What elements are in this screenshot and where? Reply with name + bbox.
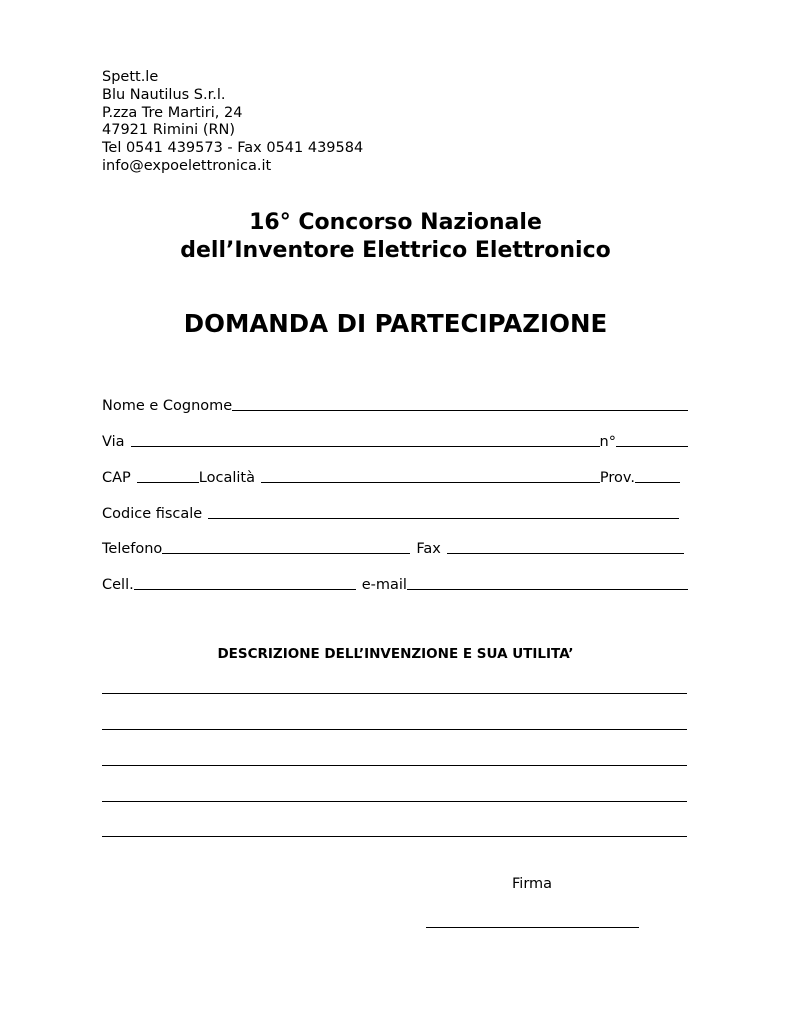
via-field[interactable] [131, 446, 600, 447]
fax-field[interactable] [447, 553, 684, 554]
description-line-2[interactable] [102, 729, 687, 730]
cap-field[interactable] [137, 482, 199, 483]
locality-row [102, 466, 680, 486]
tax-code-row [102, 502, 679, 522]
locality-field[interactable] [261, 482, 600, 483]
phone-row [102, 537, 684, 557]
number-label: n° [599, 434, 616, 450]
description-line-5[interactable] [102, 836, 687, 837]
name-row [102, 394, 688, 414]
mobile-field[interactable] [134, 589, 356, 590]
email-label: e-mail [361, 577, 407, 593]
description-line-4[interactable] [102, 801, 687, 802]
phone-field[interactable] [162, 553, 410, 554]
contact-row [102, 573, 688, 593]
recipient-address [102, 69, 363, 176]
recipient-city: 47921 Rimini (RN) [102, 122, 236, 139]
signature-line[interactable] [426, 927, 639, 928]
recipient-line: Spett.le [102, 69, 159, 85]
cap-label: CAP [102, 470, 131, 486]
contest-title-line-2: dell’Inventore Elettrico Elettronico [180, 238, 611, 263]
province-field[interactable] [635, 482, 680, 483]
signature-label: Firma [512, 876, 553, 892]
description-heading: DESCRIZIONE DELL’INVENZIONE E SUA UTILITA’ [217, 646, 574, 662]
recipient-street: P.zza Tre Martiri, 24 [102, 104, 243, 121]
province-label: Prov. [599, 470, 635, 486]
locality-label: Località [198, 470, 255, 486]
name-field[interactable] [232, 410, 688, 411]
recipient-phone-fax: Tel 0541 439573 - Fax 0541 439584 [102, 140, 364, 157]
mobile-label: Cell. [102, 577, 134, 593]
tax-code-label: Codice fiscale [102, 506, 203, 522]
tax-code-field[interactable] [208, 518, 679, 519]
address-row [102, 430, 688, 450]
email-field[interactable] [407, 589, 688, 590]
contest-title-line-1: 16° Concorso Nazionale [249, 210, 542, 235]
name-label: Nome e Cognome [102, 398, 233, 414]
phone-label: Telefono [102, 541, 163, 557]
description-line-3[interactable] [102, 765, 687, 766]
recipient-email: info@expoelettronica.it [102, 157, 272, 174]
recipient-company: Blu Nautilus S.r.l. [102, 86, 226, 103]
via-label: Via [102, 434, 125, 450]
description-line-1[interactable] [102, 693, 687, 694]
fax-label: Fax [416, 541, 441, 557]
form-heading: DOMANDA DI PARTECIPAZIONE [183, 309, 608, 338]
number-field[interactable] [616, 446, 688, 447]
